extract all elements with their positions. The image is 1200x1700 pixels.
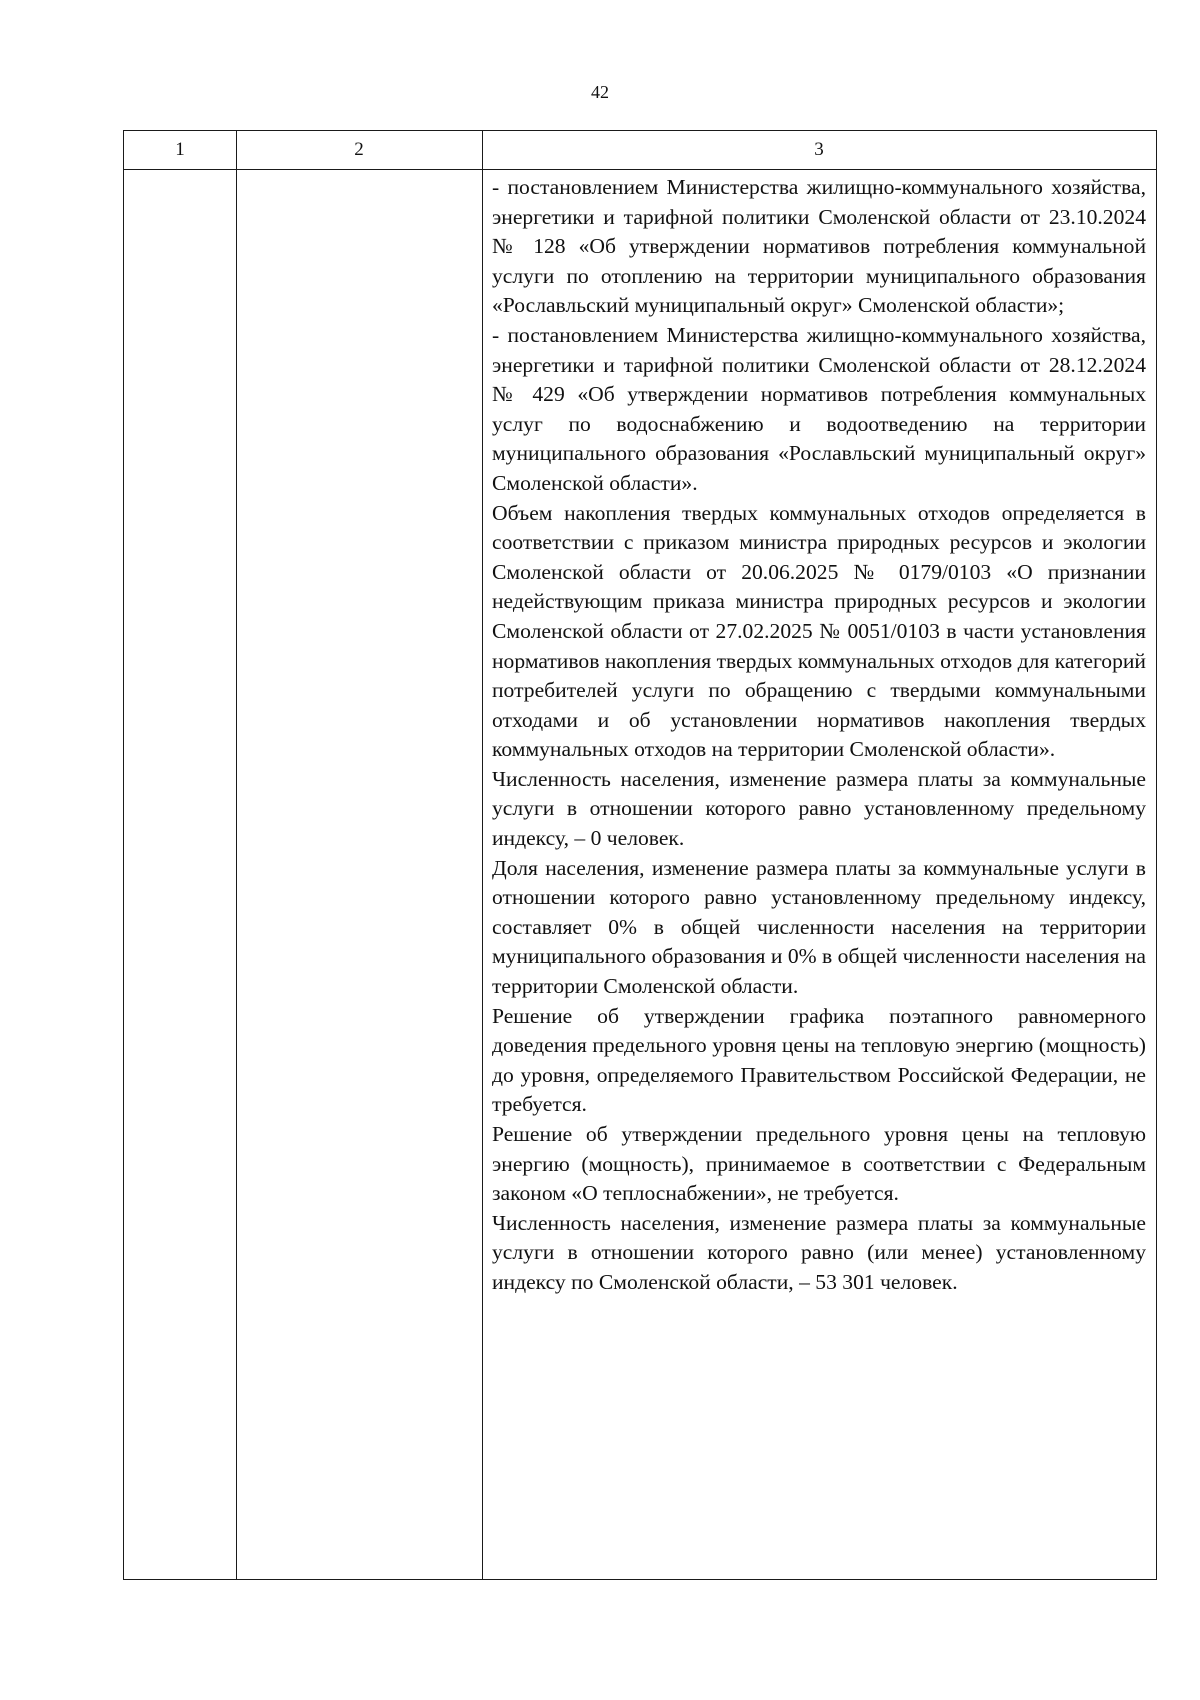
- column-header-1: 1: [175, 139, 185, 160]
- column-header-3: 3: [814, 139, 824, 160]
- column-header-2: 2: [354, 139, 364, 160]
- paragraph-population-share: Доля населения, изменение размера платы за коммунальные услуги в отношении которого равно установленному предельному индексу, составляет 0% в общей численности населения на территории муниципального образования и 0% в общей численности населения на территории Смоленской области.: [492, 855, 1146, 999]
- paragraph-heat-price-schedule: Решение об утверждении графика поэтапного равномерного доведения предельного уровня цены на тепловую энергию (мощность) до уровня, определяемого Правительством Российской Федерации, не требуется.: [492, 1003, 1146, 1117]
- paragraph-heat-price-limit: Решение об утверждении предельного уровня цены на тепловую энергию (мощность), принимаемое в соответствии с Федеральным законом «О теплоснабжении», не требуется.: [492, 1122, 1146, 1206]
- column-divider-2: [482, 131, 483, 1579]
- paragraph-population-count-zero: Численность населения, изменение размера платы за коммунальные услуги в отношении которого равно установленному предельному индексу, – 0 человек.: [492, 766, 1146, 851]
- paragraph-decree-128: - постановлением Министерства жилищно-коммунального хозяйства, энергетики и тарифной политики Смоленской области от 23.10.2024 № 128 «Об утверждении нормативов потребления коммунальной услуги по отоплению на территории муниципального образования «Рославльский муниципальный округ» Смоленской области»;: [492, 175, 1146, 318]
- column-3-content: [492, 173, 1146, 1298]
- header-divider: [124, 169, 1156, 170]
- paragraph-decree-429: - постановлением Министерства жилищно-коммунального хозяйства, энергетики и тарифной политики Смоленской области от 28.12.2024 № 429 «Об утверждении нормативов потребления коммунальных услуг по водоснабжению и водоотведению на территории муниципального образования «Рославльский муниципальный округ» Смоленской области».: [492, 322, 1146, 495]
- page-number: 42: [591, 82, 609, 102]
- column-divider-1: [236, 131, 237, 1579]
- paragraph-waste-volume: Объем накопления твердых коммунальных отходов определяется в соответствии с приказом министра природных ресурсов и экологии Смоленской области от 20.06.2025 № 0179/0103 «О признании недействующим приказа министра природных ресурсов и экологии Смоленской области от 27.02.2025 № 0051/0103 в части установления нормативов накопления твердых коммунальных отходов для категорий потребителей услуги по обращению с твердыми коммунальными отходами и об установлении нормативов накопления твердых коммунальных отходов на территории Смоленской области».: [492, 500, 1146, 762]
- document-table: [123, 130, 1157, 1580]
- paragraph-population-count-regional: Численность населения, изменение размера платы за коммунальные услуги в отношении которого равно (или менее) установленному индексу по Смоленской области, – 53 301 человек.: [492, 1210, 1146, 1294]
